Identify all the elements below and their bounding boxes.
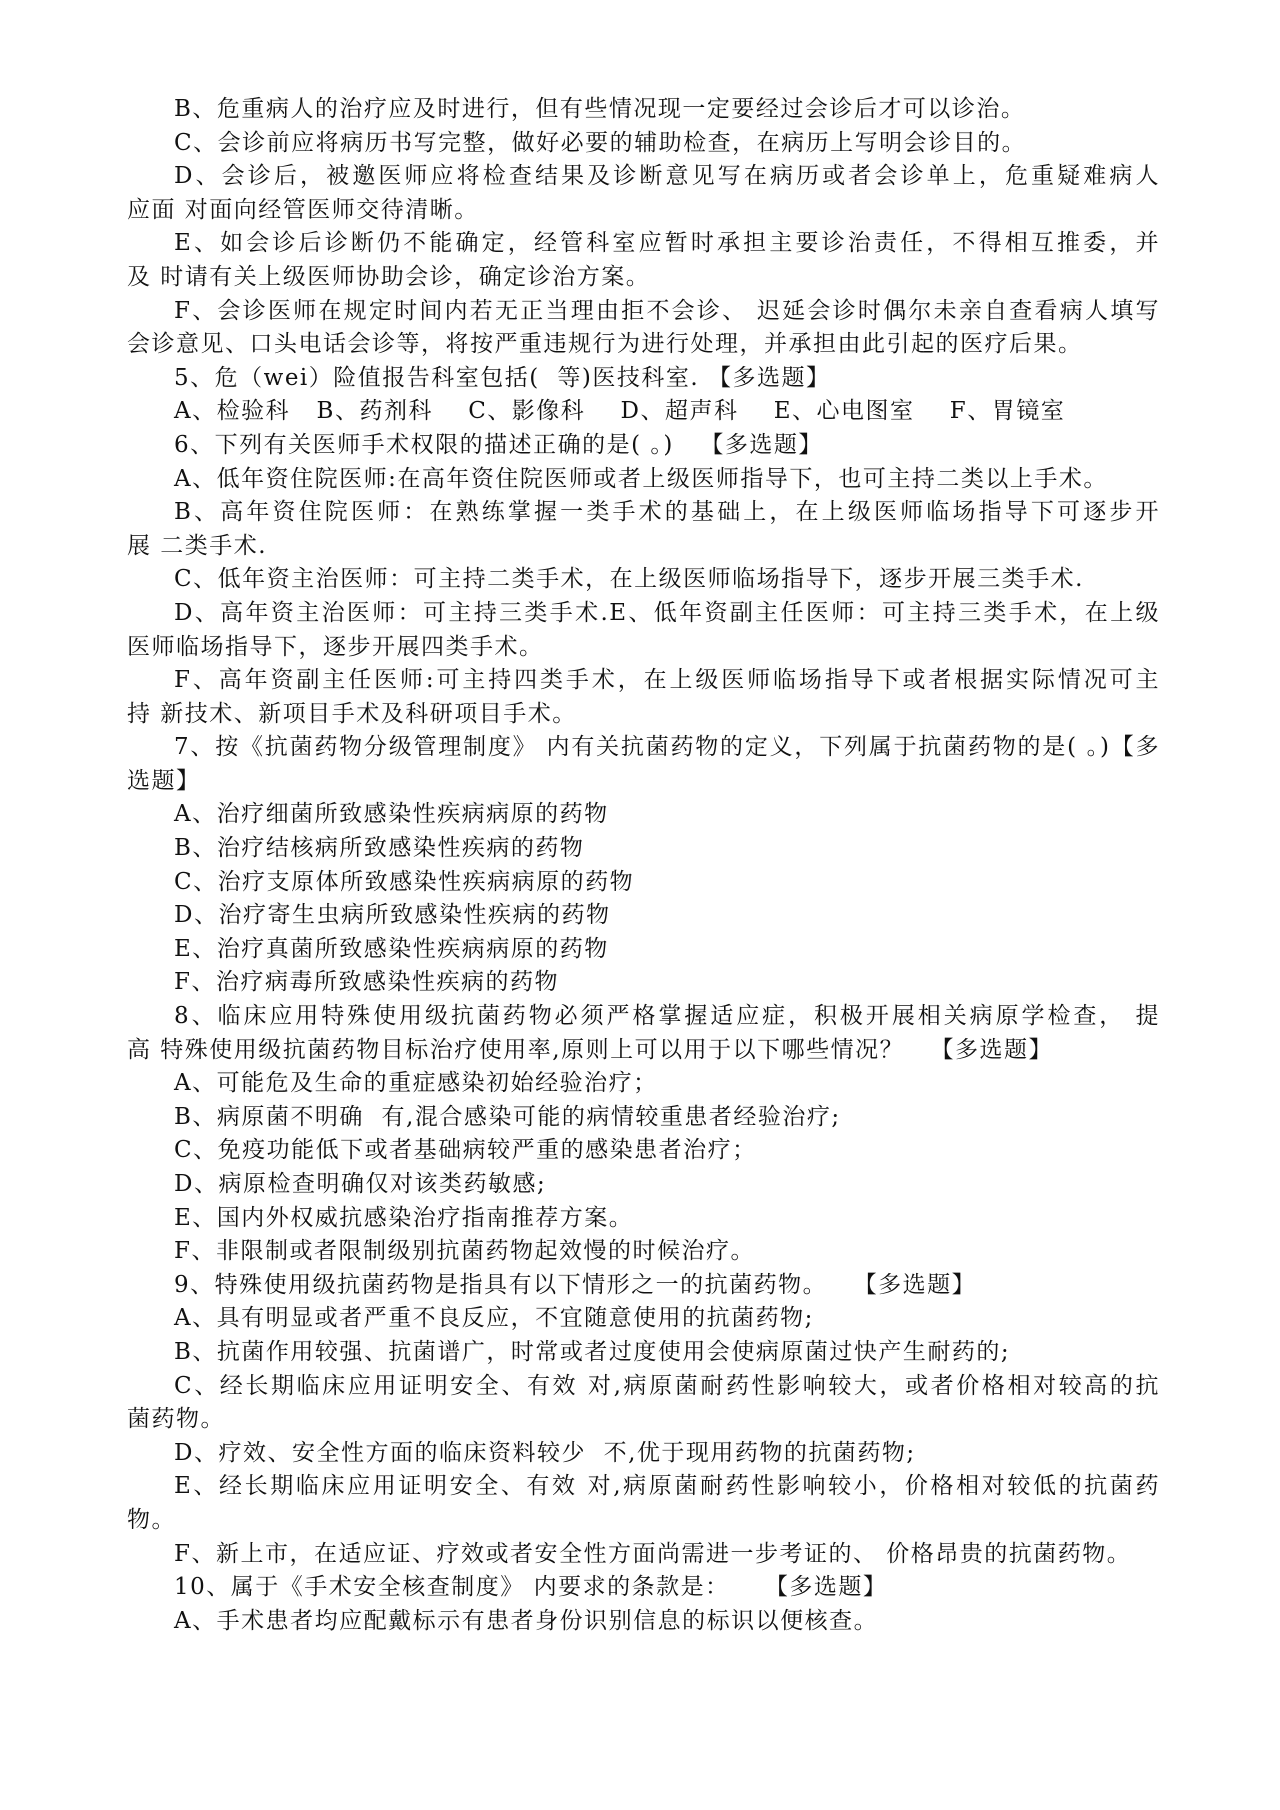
text-line: A、治疗细菌所致感染性疾病病原的药物 <box>174 801 609 828</box>
text-line: F、会诊医师在规定时间内若无正当理由拒不会诊、 迟延会诊时偶尔未亲自查看病人填写 <box>174 297 1160 324</box>
text-line: C、治疗支原体所致感染性疾病病原的药物 <box>174 868 635 895</box>
text-line: E、经长期临床应用证明安全、有效 对,病原菌耐药性影响较小，价格相对较低的抗菌药 <box>174 1473 1160 1500</box>
question-9: 9、特殊使用级抗菌药物是指具有以下情形之一的抗菌药物。 【多选题】 <box>174 1271 977 1298</box>
text-line: 物。 <box>127 1506 176 1533</box>
text-line: 及 时请有关上级医师协助会诊，确定诊治方案。 <box>127 263 651 290</box>
text-line: E、治疗真菌所致感染性疾病病原的药物 <box>174 935 609 962</box>
text-line: A、可能危及生命的重症感染初始经验治疗； <box>174 1070 658 1097</box>
question-5: 5、危（wei）险值报告科室包括( 等)医技科室. 【多选题】 <box>174 364 831 391</box>
question-7: 7、按《抗菌药物分级管理制度》 内有关抗菌药物的定义，下列属于抗菌药物的是( 。)【多 <box>174 734 1160 761</box>
text-line: C、经长期临床应用证明安全、有效 对,病原菌耐药性影响较大，或者价格相对较高的抗 <box>174 1372 1160 1399</box>
text-line: 高 特殊使用级抗菌药物目标治疗使用率,原则上可以用于以下哪些情况？ 【多选题】 <box>127 1036 1054 1063</box>
text-line: D、治疗寄生虫病所致感染性疾病的药物 <box>174 902 611 929</box>
question-5-options: A、检验科 B、药剂科 C、影像科 D、超声科 E、心电图室 F、胃镜室 <box>174 398 1066 425</box>
question-6: 6、下列有关医师手术权限的描述正确的是( 。) 【多选题】 <box>174 431 823 458</box>
document-page <box>0 93 1280 1638</box>
question-8: 8、临床应用特殊使用级抗菌药物必须严格掌握适应症，积极开展相关病原学检查， 提 <box>174 1003 1160 1030</box>
text-line: F、高年资副主任医师:可主持四类手术，在上级医师临场指导下或者根据实际情况可主 <box>174 667 1160 694</box>
text-line: B、病原菌不明确 有,混合感染可能的病情较重患者经验治疗; <box>174 1103 841 1130</box>
text-line: D、高年资主治医师：可主持三类手术.E、低年资副主任医师：可主持三类手术，在上级 <box>174 599 1160 626</box>
text-line: F、新上市，在适应证、疗效或者安全性方面尚需进一步考证的、 价格昂贵的抗菌药物。 <box>174 1540 1132 1567</box>
text-line: A、手术患者均应配戴标示有患者身份识别信息的标识以便核查。 <box>174 1607 879 1634</box>
text-line: 应面 对面向经管医师交待清晰。 <box>127 196 479 223</box>
text-line: C、会诊前应将病历书写完整，做好必要的辅助检查，在病历上写明会诊目的。 <box>174 129 1027 156</box>
text-line: C、免疫功能低下或者基础病较严重的感染患者治疗； <box>174 1137 757 1164</box>
text-line: D、会诊后，被邀医师应将检查结果及诊断意见写在病历或者会诊单上，危重疑难病人 <box>174 163 1160 190</box>
question-10: 10、属于《手术安全核查制度》 内要求的条款是： 【多选题】 <box>174 1574 888 1601</box>
text-line: F、治疗病毒所致感染性疾病的药物 <box>174 969 559 996</box>
text-line: E、国内外权威抗感染治疗指南推荐方案。 <box>174 1204 634 1231</box>
text-line: B、治疗结核病所致感染性疾病的药物 <box>174 835 585 862</box>
text-line: 会诊意见、口头电话会诊等，将按严重违规行为进行处理，并承担由此引起的医疗后果。 <box>127 331 1083 358</box>
text-line: 展 二类手术. <box>127 532 268 559</box>
text-line: 选题】 <box>127 767 201 794</box>
text-line: B、抗菌作用较强、抗菌谱广，时常或者过度使用会使病原菌过快产生耐药的; <box>174 1338 1011 1365</box>
text-line: 菌药物。 <box>127 1406 225 1433</box>
text-line: D、疗效、安全性方面的临床资料较少 不,优于现用药物的抗菌药物; <box>174 1439 916 1466</box>
text-line: F、非限制或者限制级别抗菌药物起效慢的时候治疗。 <box>174 1238 755 1265</box>
text-line: D、病原检查明确仅对该类药敏感; <box>174 1171 547 1197</box>
text-line: 医师临场指导下，逐步开展四类手术。 <box>127 633 544 660</box>
text-line: E、如会诊后诊断仍不能确定，经管科室应暂时承担主要诊治责任，不得相互推委，并 <box>174 230 1160 257</box>
text-line: A、具有明显或者严重不良反应，不宜随意使用的抗菌药物; <box>174 1305 814 1332</box>
text-line: 持 新技术、新项目手术及科研项目手术。 <box>127 700 577 727</box>
text-line: A、低年资住院医师:在高年资住院医师或者上级医师指导下，也可主持二类以上手术。 <box>174 465 1108 492</box>
text-line: B、危重病人的治疗应及时进行，但有些情况现一定要经过会诊后才可以诊治。 <box>174 96 1026 122</box>
text-line: B、高年资住院医师：在熟练掌握一类手术的基础上，在上级医师临场指导下可逐步开 <box>174 499 1160 526</box>
text-line: C、低年资主治医师：可主持二类手术，在上级医师临场指导下，逐步开展三类手术. <box>174 566 1084 593</box>
